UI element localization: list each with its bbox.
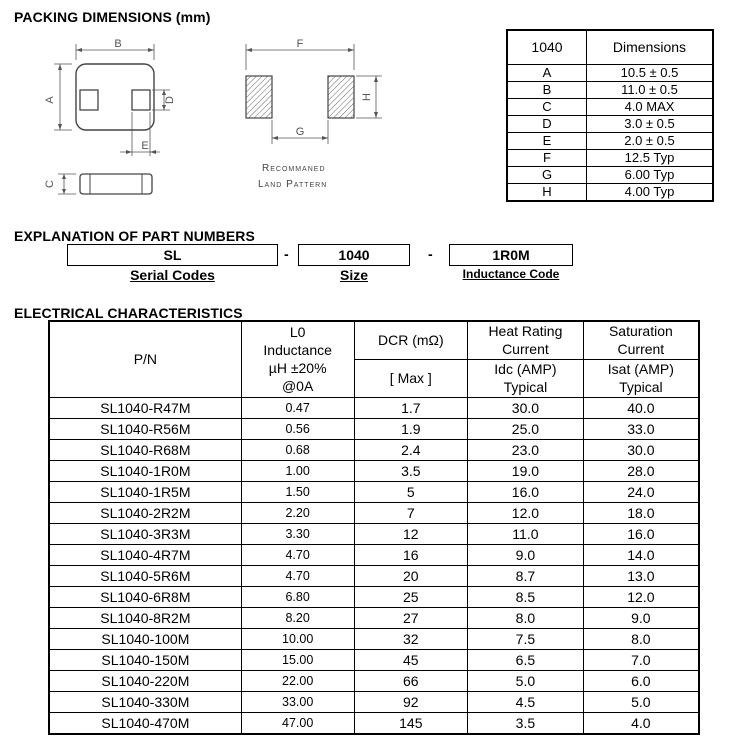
cell-part-number: SL1040-1R5M xyxy=(49,481,241,502)
serial-code-box: SL xyxy=(67,244,278,266)
dimension-row xyxy=(507,184,713,202)
cell-dcr: 145 xyxy=(354,712,468,734)
dimensions-table xyxy=(506,29,714,202)
inductance-code-box: 1R0M xyxy=(449,244,573,266)
dimensions-table-header xyxy=(507,30,713,65)
dim-label-b: B xyxy=(114,38,122,50)
cell-idc: 7.5 xyxy=(468,628,584,649)
cell-idc: 19.0 xyxy=(468,460,584,481)
cell-part-number: SL1040-150M xyxy=(49,649,241,670)
cell-part-number: SL1040-6R8M xyxy=(49,586,241,607)
dimension-letter: D xyxy=(507,116,587,133)
table-row xyxy=(49,397,699,418)
component-side-view xyxy=(80,174,152,194)
cell-inductance: 6.80 xyxy=(241,586,354,607)
dimension-letter: G xyxy=(507,167,587,184)
cell-idc: 30.0 xyxy=(468,397,584,418)
table-row xyxy=(49,628,699,649)
dimension-letter: H xyxy=(507,184,587,202)
cell-isat: 12.0 xyxy=(583,586,699,607)
cell-inductance: 1.50 xyxy=(241,481,354,502)
header-sat-l1: Saturation xyxy=(608,323,673,340)
header-dcr: DCR (mΩ) xyxy=(354,321,468,359)
header-heat-l2: Current xyxy=(502,341,549,358)
cell-part-number: SL1040-R68M xyxy=(49,439,241,460)
cell-part-number: SL1040-2R2M xyxy=(49,502,241,523)
land-pad-left xyxy=(246,76,272,118)
table-row xyxy=(49,460,699,481)
dim-label-c: C xyxy=(44,180,56,188)
cell-idc: 12.0 xyxy=(468,502,584,523)
cell-dcr: 92 xyxy=(354,691,468,712)
table-row xyxy=(49,586,699,607)
dimension-row xyxy=(507,99,713,116)
header-idc xyxy=(468,359,584,397)
cell-inductance: 15.00 xyxy=(241,649,354,670)
cell-idc: 11.0 xyxy=(468,523,584,544)
part-numbers-title: EXPLANATION OF PART NUMBERS xyxy=(14,228,255,244)
cell-idc: 3.5 xyxy=(468,712,584,734)
cell-inductance: 0.56 xyxy=(241,418,354,439)
header-sat-l2: Current xyxy=(617,341,665,358)
right-terminal xyxy=(132,90,150,110)
header-isat-l1: Isat (AMP) xyxy=(607,361,674,377)
cell-idc: 6.5 xyxy=(468,649,584,670)
cell-dcr: 2.4 xyxy=(354,439,468,460)
cell-dcr: 1.9 xyxy=(354,418,468,439)
cell-part-number: SL1040-1R0M xyxy=(49,460,241,481)
table-row xyxy=(49,649,699,670)
cell-isat: 40.0 xyxy=(583,397,699,418)
header-ind-l3: µH ±20% xyxy=(268,360,327,377)
header-ind-l1: L0 xyxy=(289,324,306,341)
cell-dcr: 7 xyxy=(354,502,468,523)
dim-label-g: G xyxy=(295,126,305,138)
header-heat-l1: Heat Rating xyxy=(488,323,563,340)
cell-isat: 28.0 xyxy=(583,460,699,481)
header-isat-l2: Typical xyxy=(619,379,663,395)
table-row xyxy=(49,523,699,544)
dimension-row xyxy=(507,116,713,133)
cell-dcr: 20 xyxy=(354,565,468,586)
cell-part-number: SL1040-3R3M xyxy=(49,523,241,544)
inductance-code-caption: Inductance Code xyxy=(462,267,560,281)
cell-inductance: 47.00 xyxy=(241,712,354,734)
dimension-value: 6.00 Typ xyxy=(587,167,714,184)
cell-dcr: 45 xyxy=(354,649,468,670)
land-pattern-caption-2: Land Pattern xyxy=(258,179,328,190)
cell-dcr: 12 xyxy=(354,523,468,544)
cell-isat: 33.0 xyxy=(583,418,699,439)
table-row xyxy=(49,712,699,734)
cell-part-number: SL1040-R47M xyxy=(49,397,241,418)
cell-part-number: SL1040-5R6M xyxy=(49,565,241,586)
table-row xyxy=(49,544,699,565)
dimension-value: 12.5 Typ xyxy=(587,150,714,167)
dim-header-size: 1040 xyxy=(507,30,587,65)
cell-inductance: 10.00 xyxy=(241,628,354,649)
serial-codes-caption: Serial Codes xyxy=(130,267,215,283)
cell-inductance: 3.30 xyxy=(241,523,354,544)
electrical-header-row-1 xyxy=(49,321,699,359)
dimension-row xyxy=(507,133,713,150)
dim-label-h: H xyxy=(361,93,373,101)
cell-part-number: SL1040-330M xyxy=(49,691,241,712)
cell-idc: 8.7 xyxy=(468,565,584,586)
cell-dcr: 66 xyxy=(354,670,468,691)
size-caption: Size xyxy=(339,267,368,283)
header-inductance xyxy=(241,321,354,397)
cell-isat: 7.0 xyxy=(583,649,699,670)
cell-isat: 6.0 xyxy=(583,670,699,691)
table-row xyxy=(49,565,699,586)
table-row xyxy=(49,607,699,628)
cell-inductance: 2.20 xyxy=(241,502,354,523)
dim-label-d: D xyxy=(164,96,176,104)
table-row xyxy=(49,418,699,439)
land-pattern-drawing xyxy=(236,34,396,194)
cell-isat: 13.0 xyxy=(583,565,699,586)
cell-idc: 8.0 xyxy=(468,607,584,628)
header-ind-l2: Inductance xyxy=(263,342,332,359)
land-pad-right xyxy=(328,76,354,118)
cell-isat: 18.0 xyxy=(583,502,699,523)
dash-1: - xyxy=(284,246,289,262)
dimension-value: 3.0 ± 0.5 xyxy=(587,116,714,133)
electrical-title: ELECTRICAL CHARACTERISTICS xyxy=(14,305,243,321)
cell-inductance: 33.00 xyxy=(241,691,354,712)
cell-idc: 25.0 xyxy=(468,418,584,439)
dimension-value: 2.0 ± 0.5 xyxy=(587,133,714,150)
dimension-value: 11.0 ± 0.5 xyxy=(587,82,714,99)
cell-isat: 5.0 xyxy=(583,691,699,712)
electrical-table xyxy=(48,320,700,735)
header-heat xyxy=(468,321,584,359)
table-row xyxy=(49,481,699,502)
cell-part-number: SL1040-470M xyxy=(49,712,241,734)
header-idc-l1: Idc (AMP) xyxy=(494,361,557,377)
cell-inductance: 8.20 xyxy=(241,607,354,628)
header-idc-l2: Typical xyxy=(503,379,548,395)
table-row xyxy=(49,691,699,712)
dimension-letter: A xyxy=(507,65,587,82)
cell-part-number: SL1040-8R2M xyxy=(49,607,241,628)
table-row xyxy=(49,502,699,523)
cell-isat: 14.0 xyxy=(583,544,699,565)
table-row xyxy=(49,670,699,691)
cell-inductance: 4.70 xyxy=(241,565,354,586)
cell-isat: 30.0 xyxy=(583,439,699,460)
cell-idc: 8.5 xyxy=(468,586,584,607)
dim-label-a: A xyxy=(44,96,56,104)
component-top-view xyxy=(76,64,154,130)
header-dcr-max: [ Max ] xyxy=(354,359,468,397)
header-ind-l4: @0A xyxy=(281,378,314,395)
dimension-row xyxy=(507,150,713,167)
cell-inductance: 0.68 xyxy=(241,439,354,460)
cell-idc: 4.5 xyxy=(468,691,584,712)
dimension-row xyxy=(507,167,713,184)
cell-idc: 23.0 xyxy=(468,439,584,460)
cell-isat: 24.0 xyxy=(583,481,699,502)
cell-isat: 16.0 xyxy=(583,523,699,544)
cell-inductance: 0.47 xyxy=(241,397,354,418)
cell-isat: 4.0 xyxy=(583,712,699,734)
cell-isat: 8.0 xyxy=(583,628,699,649)
table-row xyxy=(49,439,699,460)
cell-dcr: 1.7 xyxy=(354,397,468,418)
cell-part-number: SL1040-220M xyxy=(49,670,241,691)
cell-dcr: 32 xyxy=(354,628,468,649)
cell-part-number: SL1040-4R7M xyxy=(49,544,241,565)
cell-dcr: 3.5 xyxy=(354,460,468,481)
dimension-value: 4.00 Typ xyxy=(587,184,714,202)
dimension-row xyxy=(507,65,713,82)
component-drawing xyxy=(40,34,200,214)
land-pattern-caption-1: Recommaned xyxy=(262,163,326,174)
dim-label-e: E xyxy=(141,140,149,152)
header-sat xyxy=(583,321,699,359)
cell-dcr: 16 xyxy=(354,544,468,565)
dimension-letter: F xyxy=(507,150,587,167)
cell-part-number: SL1040-R56M xyxy=(49,418,241,439)
left-terminal xyxy=(80,90,98,110)
cell-idc: 5.0 xyxy=(468,670,584,691)
cell-inductance: 1.00 xyxy=(241,460,354,481)
dimension-value: 4.0 MAX xyxy=(587,99,714,116)
dimension-row xyxy=(507,82,713,99)
header-isat xyxy=(583,359,699,397)
dimension-letter: B xyxy=(507,82,587,99)
cell-idc: 9.0 xyxy=(468,544,584,565)
dimension-letter: E xyxy=(507,133,587,150)
dim-header-dimensions: Dimensions xyxy=(587,30,714,65)
dash-2: - xyxy=(428,246,433,262)
cell-inductance: 22.00 xyxy=(241,670,354,691)
dimension-letter: C xyxy=(507,99,587,116)
cell-dcr: 27 xyxy=(354,607,468,628)
dim-label-f: F xyxy=(296,38,304,50)
packing-dimensions-title: PACKING DIMENSIONS (mm) xyxy=(14,9,211,25)
header-pn: P/N xyxy=(49,321,241,397)
cell-inductance: 4.70 xyxy=(241,544,354,565)
cell-dcr: 25 xyxy=(354,586,468,607)
cell-isat: 9.0 xyxy=(583,607,699,628)
size-code-box: 1040 xyxy=(298,244,410,266)
cell-part-number: SL1040-100M xyxy=(49,628,241,649)
cell-idc: 16.0 xyxy=(468,481,584,502)
dimension-value: 10.5 ± 0.5 xyxy=(587,65,714,82)
cell-dcr: 5 xyxy=(354,481,468,502)
